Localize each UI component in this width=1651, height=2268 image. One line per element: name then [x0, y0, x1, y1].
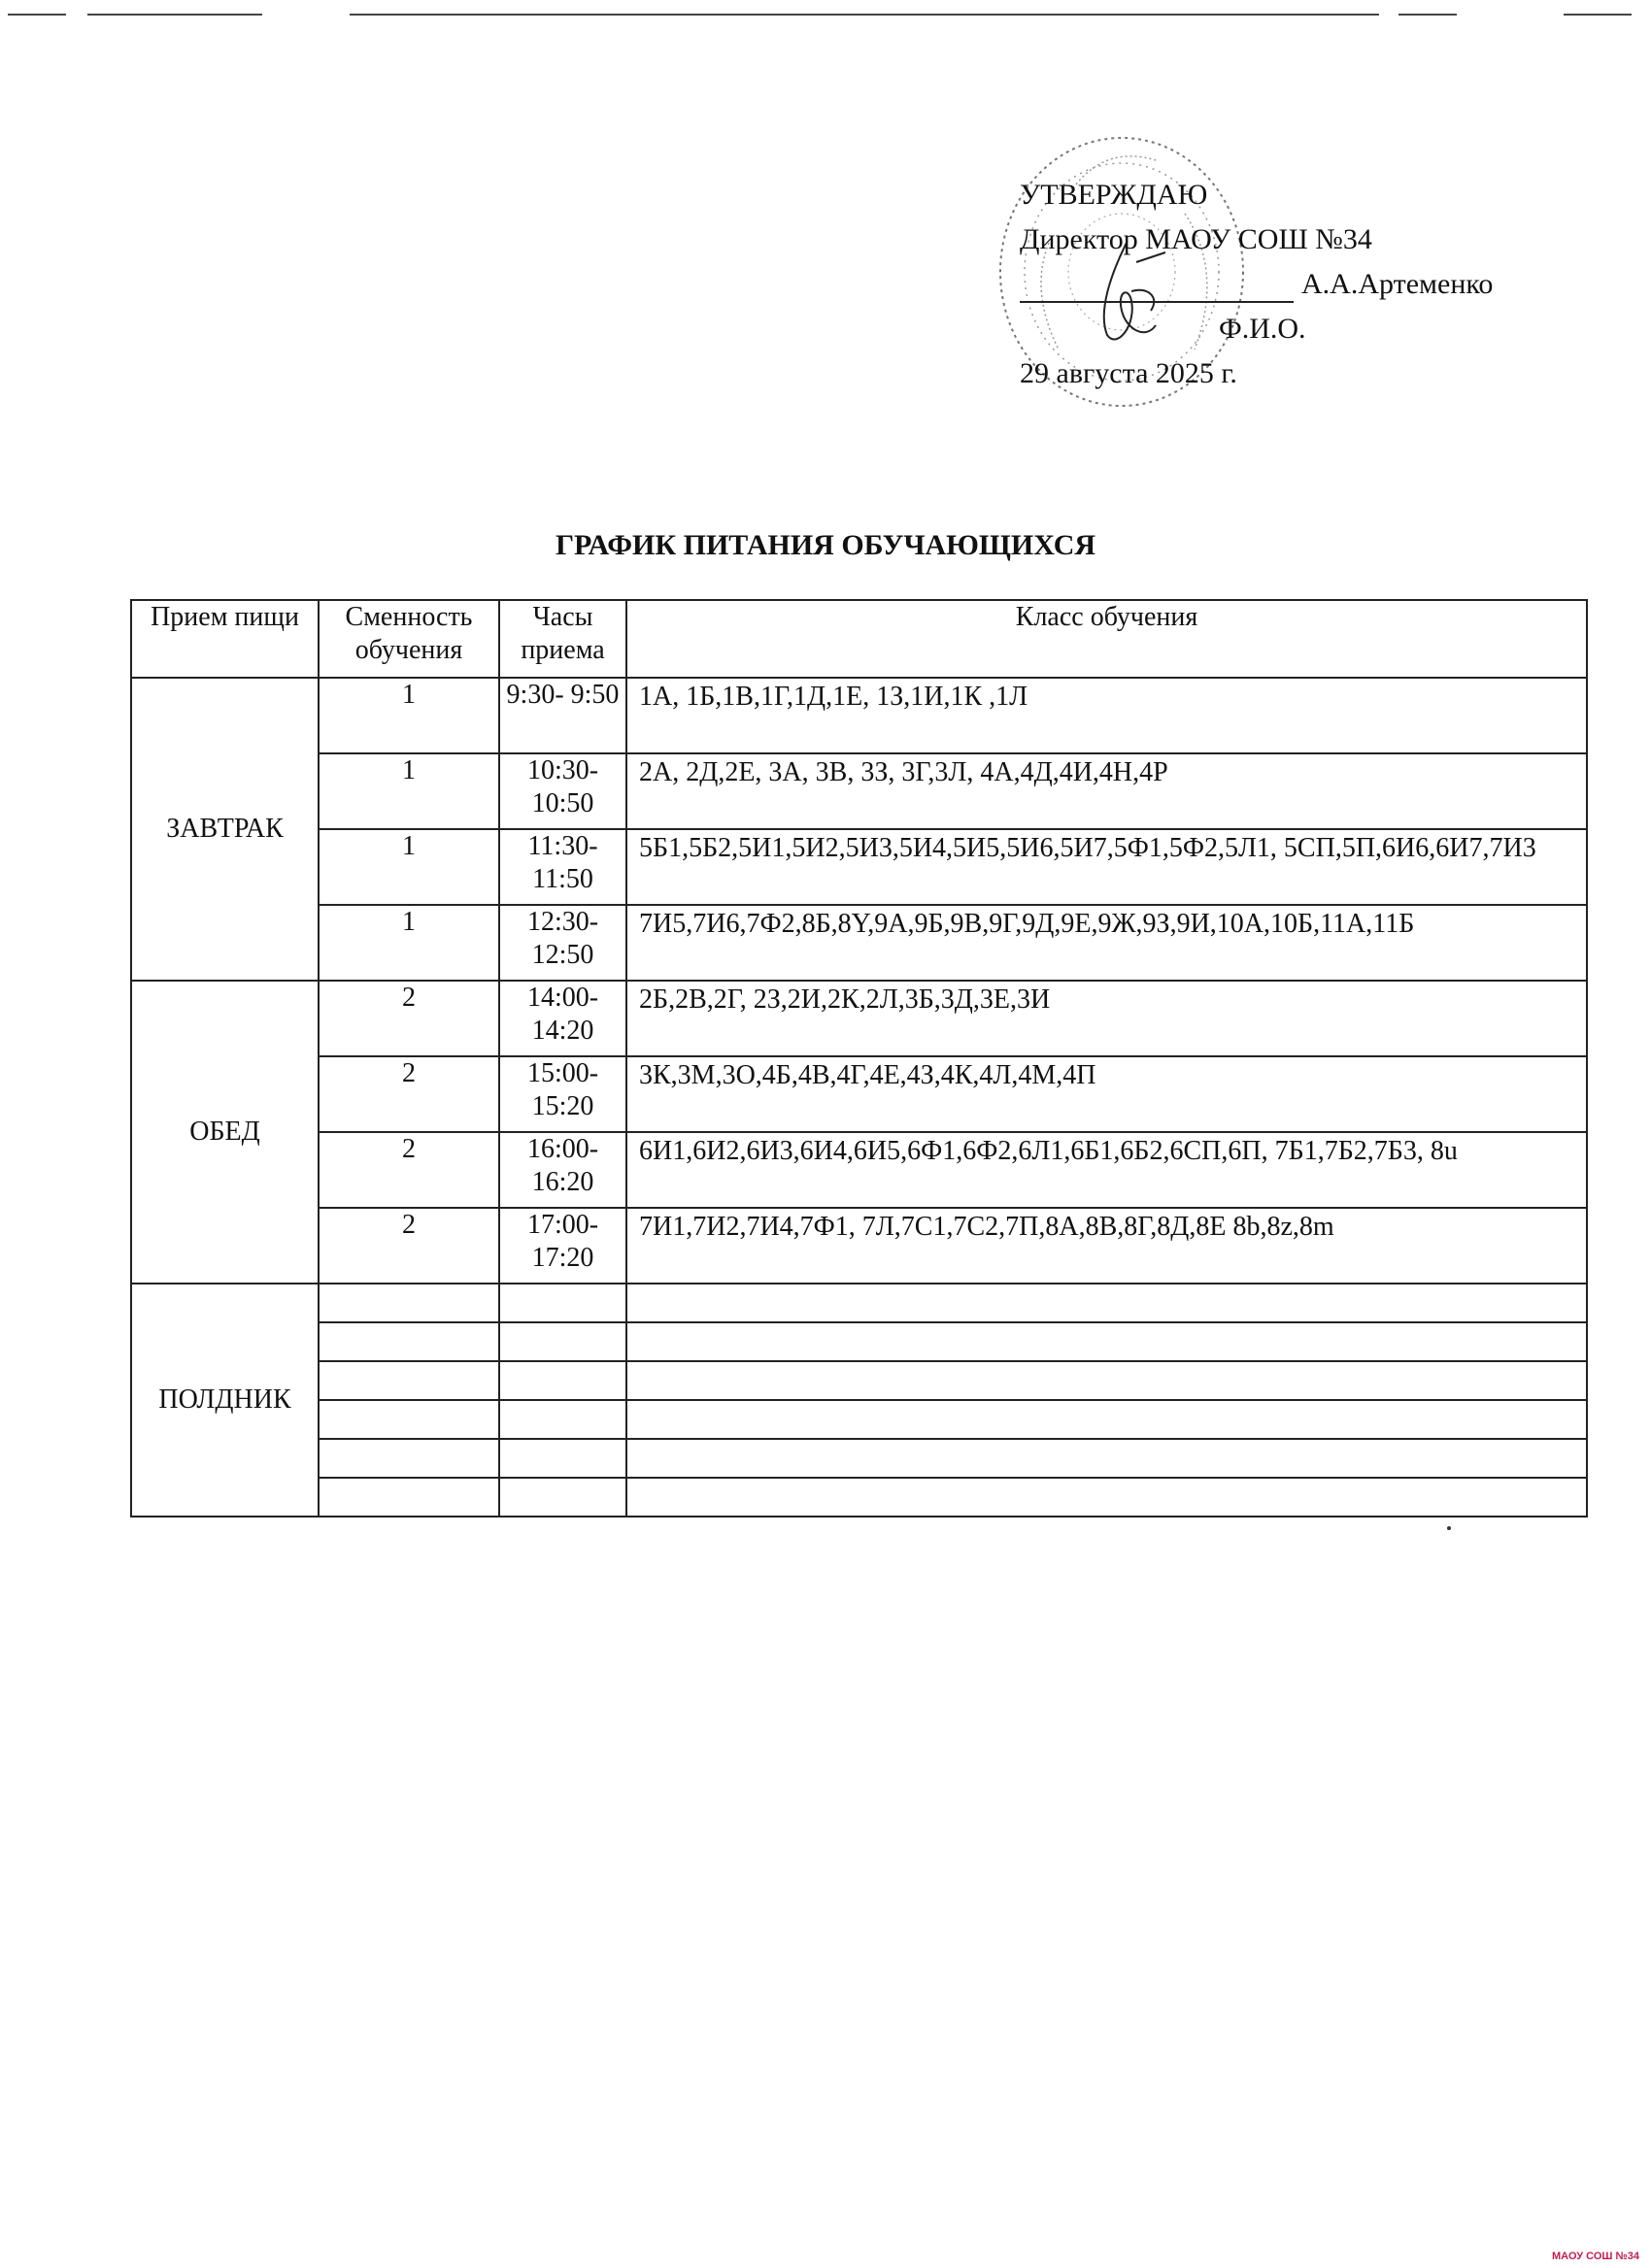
table-row	[131, 905, 1587, 981]
classes-cell: 7И5,7И6,7Ф2,8Б,8Y,9А,9Б,9В,9Г,9Д,9Е,9Ж,9З,9И,10А,10Б,11А,11Б	[626, 905, 1587, 981]
classes-cell: 7И1,7И2,7И4,7Ф1, 7Л,7С1,7С2,7П,8А,8В,8Г,8Д,8Е 8b,8z,8m	[626, 1208, 1587, 1284]
header-shift: Сменность обучения	[319, 600, 499, 678]
classes-cell: 5Б1,5Б2,5И1,5И2,5И3,5И4,5И5,5И6,5И7,5Ф1,5Ф2,5Л1, 5СП,5П,6И6,6И7,7И3	[626, 829, 1587, 905]
header-classes: Класс обучения	[626, 600, 1587, 678]
scan-edge-line	[1564, 14, 1632, 16]
time-cell: 17:00- 17:20	[499, 1208, 626, 1284]
table-row	[131, 1284, 1587, 1322]
time-cell: 11:30- 11:50	[499, 829, 626, 905]
shift-cell: 2	[319, 981, 499, 1056]
approval-heading: УТВЕРЖДАЮ	[1020, 179, 1208, 211]
meal-snack: ПОЛДНИК	[131, 1284, 319, 1517]
empty-cell	[626, 1400, 1587, 1439]
shift-cell: 1	[319, 678, 499, 753]
classes-cell: 1А, 1Б,1В,1Г,1Д,1Е, 1З,1И,1К ,1Л	[626, 678, 1587, 753]
classes-cell: 6И1,6И2,6И3,6И4,6И5,6Ф1,6Ф2,6Л1,6Б1,6Б2,6СП,6П, 7Б1,7Б2,7Б3, 8u	[626, 1132, 1587, 1208]
empty-cell	[626, 1284, 1587, 1322]
table-row	[131, 829, 1587, 905]
empty-cell	[319, 1478, 499, 1517]
table-row	[131, 1056, 1587, 1132]
table-row	[131, 1439, 1587, 1478]
approval-block	[1020, 173, 1564, 396]
table-row	[131, 1361, 1587, 1400]
empty-cell	[499, 1478, 626, 1517]
shift-cell: 2	[319, 1208, 499, 1284]
empty-cell	[626, 1322, 1587, 1361]
classes-cell: 3К,3М,3О,4Б,4В,4Г,4Е,4З,4К,4Л,4М,4П	[626, 1056, 1587, 1132]
empty-cell	[626, 1439, 1587, 1478]
shift-cell: 1	[319, 753, 499, 829]
meal-breakfast: ЗАВТРАК	[131, 678, 319, 981]
scan-edge-line	[350, 14, 1379, 16]
table-row	[131, 1478, 1587, 1517]
document-title: ГРАФИК ПИТАНИЯ ОБУЧАЮЩИХСЯ	[555, 529, 1096, 561]
classes-cell: 2А, 2Д,2Е, 3А, 3В, 3З, 3Г,3Л, 4А,4Д,4И,4Н,4Р	[626, 753, 1587, 829]
empty-cell	[499, 1400, 626, 1439]
scan-speck	[1447, 1526, 1451, 1530]
time-cell: 15:00- 15:20	[499, 1056, 626, 1132]
approval-fio-label: Ф.И.О.	[1219, 313, 1306, 345]
empty-cell	[319, 1322, 499, 1361]
empty-cell	[319, 1284, 499, 1322]
scan-edge-line	[8, 14, 66, 16]
director-name-text: А.А.Артеменко	[1301, 268, 1494, 300]
table-row	[131, 981, 1587, 1056]
empty-cell	[626, 1361, 1587, 1400]
empty-cell	[319, 1439, 499, 1478]
empty-cell	[319, 1361, 499, 1400]
table-header-row	[131, 600, 1587, 678]
signature-line	[1020, 301, 1294, 303]
classes-cell: 2Б,2В,2Г, 2З,2И,2К,2Л,3Б,3Д,3Е,3И	[626, 981, 1587, 1056]
scan-edge-line	[87, 14, 262, 16]
table-row	[131, 1400, 1587, 1439]
shift-cell: 2	[319, 1056, 499, 1132]
empty-cell	[499, 1361, 626, 1400]
empty-cell	[626, 1478, 1587, 1517]
empty-cell	[319, 1400, 499, 1439]
approval-director-name	[1020, 262, 1564, 307]
approval-position: Директор МАОУ СОШ №34	[1020, 223, 1372, 255]
header-meal: Прием пищи	[131, 600, 319, 678]
meal-lunch: ОБЕД	[131, 981, 319, 1284]
shift-cell: 1	[319, 829, 499, 905]
meal-schedule-table	[130, 599, 1588, 1518]
footer-watermark: МАОУ СОШ №34	[1552, 2251, 1639, 2262]
time-cell: 9:30- 9:50	[499, 678, 626, 753]
time-cell: 10:30- 10:50	[499, 753, 626, 829]
empty-cell	[499, 1322, 626, 1361]
approval-date: 29 августа 2025 г.	[1020, 357, 1237, 389]
table-row	[131, 1132, 1587, 1208]
shift-cell: 2	[319, 1132, 499, 1208]
time-cell: 14:00- 14:20	[499, 981, 626, 1056]
shift-cell: 1	[319, 905, 499, 981]
table-row	[131, 1322, 1587, 1361]
time-cell: 16:00- 16:20	[499, 1132, 626, 1208]
table-row	[131, 678, 1587, 753]
time-cell: 12:30- 12:50	[499, 905, 626, 981]
table-row	[131, 1208, 1587, 1284]
scan-edge-line	[1398, 14, 1457, 16]
empty-cell	[499, 1439, 626, 1478]
table-row	[131, 753, 1587, 829]
header-time: Часы приема	[499, 600, 626, 678]
empty-cell	[499, 1284, 626, 1322]
